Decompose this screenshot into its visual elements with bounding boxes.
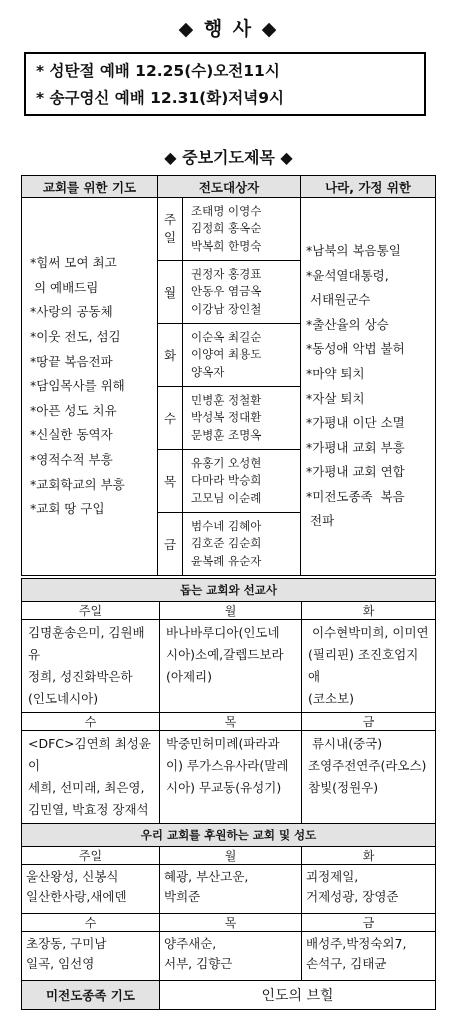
footer-label: 미전도종족 기도 <box>22 981 160 1010</box>
missions-cell: 바나바루디아(인도네 시아)소예,갈렙드보라 (아제리) <box>160 620 302 713</box>
supporter-cell: 배성주,박정숙외7, 손석구, 김태균 <box>302 932 436 981</box>
nation-prayer-list <box>301 198 436 576</box>
name-line: 조태명 이영수 <box>191 203 262 218</box>
list-item: 의 예배드림 <box>30 279 99 295</box>
name-line: 김호준 김순희 <box>191 536 262 551</box>
list-item: *힘써 모여 최고 <box>30 255 117 271</box>
missions-cell: 이수현박미희, 이미연 (필리핀) 조진호엄지애 (코소보) <box>302 620 436 713</box>
name-line: 민병훈 정철환 <box>191 392 262 407</box>
day-label: 화 <box>158 324 183 387</box>
name-line: 다마라 박승희 <box>191 473 262 488</box>
missions-cell: 류시내(중국) 조영주전연주(라오스) 참빛(정원우) <box>302 731 436 824</box>
name-line: 권정자 홍경표 <box>191 266 262 281</box>
list-item: *윤석열대통령, <box>306 267 389 283</box>
supporter-cell: 울산왕성, 신봉식 일산한사랑,새에덴 <box>22 865 160 914</box>
list-item: *출산율의 상승 <box>306 316 389 332</box>
day-header: 월 <box>160 847 302 865</box>
missions-cell: <DFC>김연희 최성윤이 세희, 선미래, 최은영, 김민열, 박효정 장재석 <box>22 731 160 824</box>
day-header: 주일 <box>22 602 160 620</box>
evangelism-names <box>183 261 301 324</box>
supporter-cell: 혜광, 부산고운, 박희준 <box>160 865 302 914</box>
missions-title: 돕는 교회와 선교사 <box>22 579 436 602</box>
supporter-cell: 초장동, 구미남 일곡, 임선영 <box>22 932 160 981</box>
events-box <box>24 52 426 116</box>
day-header: 화 <box>302 847 436 865</box>
evangelism-names <box>183 387 301 450</box>
list-item: *신실한 동역자 <box>30 427 113 443</box>
day-label: 주일 <box>158 198 183 261</box>
list-item: *가평내 교회 부흥 <box>306 439 405 455</box>
list-item: *가평내 이단 소멸 <box>306 415 405 431</box>
name-line: 유홍기 오성현 <box>191 455 262 470</box>
prayer-title: ◆ 중보기도제목 ◆ <box>164 148 293 167</box>
prayer-table <box>21 175 436 576</box>
list-item: *담임목사를 위해 <box>30 378 125 394</box>
name-line: 안동우 염금옥 <box>191 284 262 299</box>
event-item-christmas: * 성탄절 예배 12.25(수)오전11시 <box>36 62 280 80</box>
day-header: 목 <box>160 914 302 932</box>
list-item: *영적수적 부흥 <box>30 451 113 467</box>
name-line: 윤복례 유순자 <box>191 553 262 568</box>
evangelism-names <box>183 324 301 387</box>
list-item: *남북의 복음통일 <box>306 242 401 258</box>
missions-cell: 김명훈송은미, 김원배유 정희, 성진화박은하 (인도네시아) <box>22 620 160 713</box>
list-item: *땅끝 복음전파 <box>30 353 113 369</box>
header-church: 교회를 위한 기도 <box>22 176 158 198</box>
evangelism-names <box>183 450 301 513</box>
list-item: *동성애 악법 불허 <box>306 341 405 357</box>
name-line: 범수네 김혜아 <box>191 518 262 533</box>
events-title: ◆ 행 사 ◆ <box>178 18 279 40</box>
name-line: 양옥자 <box>191 364 225 379</box>
header-evangelism: 전도대상자 <box>158 176 301 198</box>
day-header: 목 <box>160 713 302 731</box>
day-label: 수 <box>158 387 183 450</box>
evangelism-names <box>183 198 301 261</box>
list-item: *사랑의 공동체 <box>30 304 113 320</box>
day-label: 목 <box>158 450 183 513</box>
missions-cell: 박중민허미례(파라과 이) 루가스유사라(말레 시아) 무교동(유성기) <box>160 731 302 824</box>
day-header: 월 <box>160 602 302 620</box>
footer-value: 인도의 브힐 <box>160 981 436 1010</box>
name-line: 김정희 홍옥순 <box>191 221 262 236</box>
day-label: 금 <box>158 513 183 576</box>
day-header: 화 <box>302 602 436 620</box>
list-item: 전파 <box>306 513 335 529</box>
day-label: 월 <box>158 261 183 324</box>
list-item: *가평내 교회 연합 <box>306 464 405 480</box>
list-item: *아픈 성도 치유 <box>30 402 117 418</box>
name-line: 문병훈 조명옥 <box>191 427 262 442</box>
evangelism-names <box>183 513 301 576</box>
name-line: 고모님 이순례 <box>191 490 262 505</box>
supporter-cell: 양주새순, 서부, 김향근 <box>160 932 302 981</box>
supporter-cell: 괴정제일, 거제성광, 장영준 <box>302 865 436 914</box>
list-item: *마약 퇴치 <box>306 365 365 381</box>
name-line: 박복희 한명숙 <box>191 238 262 253</box>
list-item: *이웃 전도, 섬김 <box>30 329 121 345</box>
day-header: 주일 <box>22 847 160 865</box>
supporters-title: 우리 교회를 후원하는 교회 및 성도 <box>22 824 436 847</box>
list-item: *자살 퇴치 <box>306 390 365 406</box>
day-header: 금 <box>302 713 436 731</box>
name-line: 이순옥 최길순 <box>191 329 262 344</box>
day-header: 수 <box>22 914 160 932</box>
list-item: *미전도종족 복음 <box>306 488 405 504</box>
day-header: 수 <box>22 713 160 731</box>
name-line: 이양여 최용도 <box>191 347 262 362</box>
header-nation: 나라, 가정 위한 <box>301 176 436 198</box>
event-item-newyear: * 송구영신 예배 12.31(화)저녁9시 <box>36 89 285 107</box>
name-line: 박성복 정대환 <box>191 410 262 425</box>
list-item: *교회학교의 부흥 <box>30 476 125 492</box>
church-prayer-list <box>22 198 158 576</box>
name-line: 이강남 장인철 <box>191 301 262 316</box>
list-item: *교회 땅 구입 <box>30 501 105 517</box>
list-item: 서태원군수 <box>306 292 371 308</box>
support-table <box>21 578 436 1010</box>
day-header: 금 <box>302 914 436 932</box>
